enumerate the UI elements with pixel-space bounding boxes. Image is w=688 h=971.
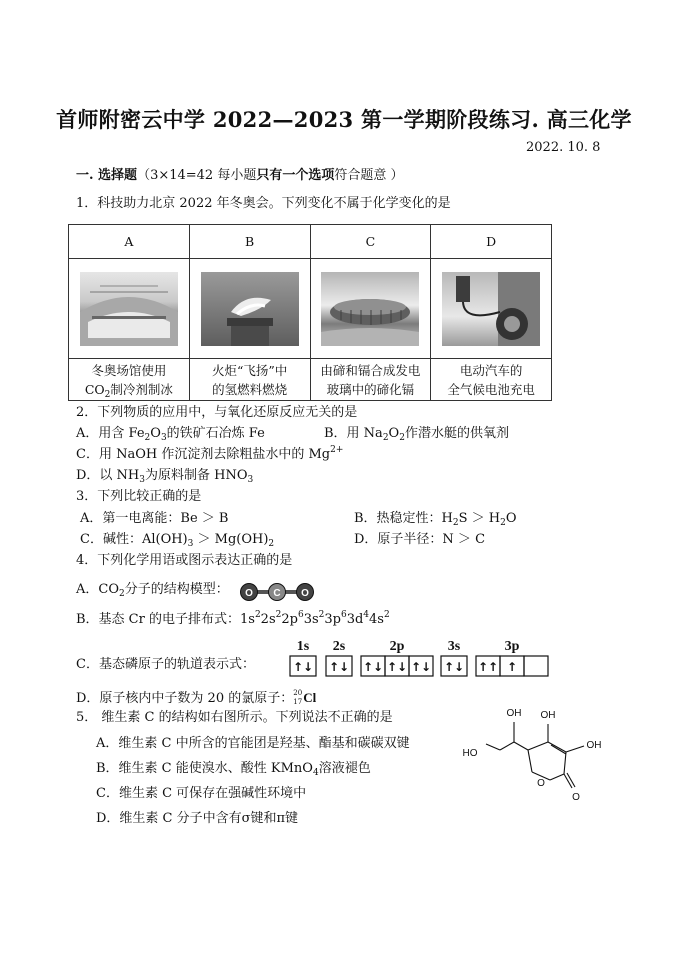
- cr-config-subshell: 3s: [303, 612, 319, 627]
- cr-config-subshell: 4s: [369, 612, 384, 627]
- vitamin-c-structure: [452, 700, 612, 810]
- q1-option-a-line2-post: 制冷剂制冰: [110, 381, 173, 397]
- q2-a-post: 的铁矿石冶炼 Fe: [166, 426, 265, 441]
- q1-option-d-caption: [431, 359, 552, 401]
- exam-date: 2022. 10. 8: [526, 140, 601, 155]
- cr-electron-config: [240, 612, 390, 627]
- q4-d-pre: D．原子核内中子数为 20 的氯原子：: [76, 691, 294, 706]
- cr-config-electrons: 2: [254, 610, 261, 620]
- svg-text:↑↓: ↑↓: [292, 660, 314, 674]
- cr-config-electrons: 6: [297, 610, 304, 620]
- cr-config-subshell: 3d: [346, 612, 364, 627]
- q3-b-mid: S ＞ H: [458, 511, 501, 526]
- q5-b-post: 溶液褪色: [318, 761, 371, 776]
- orbital-label-2s: 2s: [332, 639, 346, 654]
- orbital-label-1s: 1s: [296, 639, 310, 654]
- q1-stem: 1．科技助力北京 2022 年冬奥会。下列变化不属于化学变化的是: [76, 196, 451, 211]
- q2-option-b: [324, 424, 509, 444]
- q3-c-pre: C．碱性：Al(OH): [80, 532, 188, 547]
- q4-stem: 4．下列化学用语或图示表达正确的是: [76, 553, 293, 568]
- q3-option-b: [354, 509, 517, 529]
- phosphorus-orbital-diagram: [286, 636, 550, 680]
- q4-a-pre: A．CO: [76, 582, 119, 597]
- q2-stem: 2．下列物质的应用中，与氧化还原反应无关的是: [76, 405, 358, 420]
- isotope-mass-number: 20: [293, 688, 303, 697]
- svg-text:↑↑: ↑↑: [477, 660, 499, 674]
- svg-text:↑↓: ↑↓: [328, 660, 350, 674]
- q2-option-d: [76, 466, 253, 486]
- cr-config-electrons: 4: [363, 610, 370, 620]
- q5-option-d: D．维生素 C 分子中含有σ键和π键: [96, 811, 299, 826]
- cr-config-electrons: 2: [275, 610, 282, 620]
- q1-option-c-line1: 由碲和镉合成发电: [320, 362, 421, 378]
- co2-ball-model: [239, 582, 315, 602]
- q3-c-sub2: 2: [268, 539, 275, 549]
- q1-option-b-photo-cell: [189, 259, 310, 359]
- svg-text:↑↓: ↑↓: [386, 660, 408, 674]
- vc-label-ring-o: O: [537, 778, 545, 789]
- q1-option-b-caption: [189, 359, 310, 401]
- q3-option-d: D．原子半径：N ＞ C: [354, 532, 486, 547]
- q4-option-c: C．基态磷原子的轨道表示式：: [76, 657, 255, 672]
- svg-text:↑: ↑: [506, 660, 518, 674]
- isotope-symbol: Cl: [303, 690, 317, 705]
- q1-option-b-letter: B: [189, 225, 310, 259]
- vc-label-ho: HO: [462, 748, 478, 759]
- torch-photo: [201, 272, 299, 346]
- q2-option-c: [76, 445, 343, 465]
- q3-stem: 3．下列比较正确的是: [76, 489, 202, 504]
- q4-option-b: [76, 610, 390, 630]
- q1-option-a-line2-pre: CO: [84, 381, 105, 397]
- ice-rink-illustration: [80, 272, 178, 346]
- cr-config-subshell: 3p: [324, 612, 341, 627]
- q2-a-pre: A．用含 Fe: [76, 426, 145, 441]
- q1-option-c-line2: 玻璃中的碲化镉: [326, 381, 415, 397]
- page-title: 首师附密云中学 2022—2023 第一学期阶段练习. 高三化学: [56, 107, 632, 132]
- q3-b-sub1: 2: [452, 518, 459, 528]
- q2-option-a: [76, 424, 265, 444]
- section-heading: [76, 166, 404, 186]
- section-note-prefix: （3×14=42 每小题: [137, 168, 257, 183]
- q2-c-pre: C．用 NaOH 作沉淀剂去除粗盐水中的 Mg: [76, 447, 331, 462]
- svg-text:↑↓: ↑↓: [362, 660, 384, 674]
- q4-a-post: 分子的结构模型：: [124, 582, 229, 597]
- q2-b-sub2: 2: [399, 433, 405, 443]
- stadium-photo: [321, 272, 419, 346]
- q1-option-d-photo-cell: [431, 259, 552, 359]
- q1-option-a-letter: A: [69, 225, 190, 259]
- q3-option-c: [80, 530, 274, 550]
- q2-d-pre: D．以 NH: [76, 468, 140, 483]
- q2-d-sub2: 3: [247, 475, 254, 485]
- isotope-atomic-number: 17: [293, 697, 303, 706]
- section-note-suffix: 符合题意 ）: [334, 168, 404, 183]
- q5-option-b: [96, 759, 371, 779]
- q1-option-b-line2: 的氢燃料燃烧: [212, 381, 288, 397]
- co2-atom-o1: O: [245, 588, 253, 599]
- cr-config-electrons: 2: [383, 610, 390, 620]
- cr-config-electrons: 6: [340, 610, 347, 620]
- vc-label-carbonyl-o: O: [572, 792, 580, 803]
- q3-option-a: A．第一电离能：Be ＞ B: [80, 511, 229, 526]
- cr-config-subshell: 2s: [260, 612, 276, 627]
- q1-options-table: [68, 224, 552, 401]
- q1-option-a-caption: [69, 359, 190, 401]
- q2-a-sub2: 3: [160, 433, 167, 443]
- svg-text:↑↓: ↑↓: [410, 660, 432, 674]
- cr-config-subshell: 1s: [239, 612, 255, 627]
- svg-text:↑↓: ↑↓: [443, 660, 465, 674]
- q4-option-a: [76, 580, 229, 600]
- ev-charging-photo: [442, 272, 540, 346]
- q1-option-a-photo-cell: [69, 259, 190, 359]
- q1-option-a-line2: [69, 380, 189, 399]
- q3-b-sub2: 2: [500, 518, 506, 528]
- co2-atom-o2: O: [301, 588, 309, 599]
- cr-config-electrons: 2: [318, 610, 325, 620]
- q1-option-a-line1: 冬奥场馆使用: [91, 362, 167, 378]
- stadium-illustration: [321, 272, 419, 346]
- orbital-label-3s: 3s: [447, 639, 461, 654]
- cr-config-subshell: 2p: [281, 612, 298, 627]
- q5-option-c: C．维生素 C 可保存在强碱性环境中: [96, 786, 307, 801]
- q1-option-a-line2-sub: 2: [104, 389, 111, 400]
- q2-b-mid: O: [388, 426, 400, 441]
- q5-b-pre: B．维生素 C 能使溴水、酸性 KMnO: [96, 761, 313, 776]
- q1-option-d-line1: 电动汽车的: [459, 362, 523, 378]
- torch-illustration: [201, 272, 299, 346]
- orbital-label-2p: 2p: [389, 639, 405, 654]
- co2-atom-c: C: [273, 588, 281, 599]
- q1-option-c-photo-cell: [310, 259, 431, 359]
- q2-b-sub1: 2: [382, 433, 389, 443]
- q3-c-mid: ＞ Mg(OH): [193, 532, 269, 547]
- q5-stem: 5． 维生素 C 的结构如右图所示。下列说法不正确的是: [76, 710, 393, 725]
- orbital-label-3p: 3p: [504, 639, 520, 654]
- section-note-bold: 只有一个选项: [256, 168, 335, 183]
- q1-option-d-letter: D: [431, 225, 552, 259]
- q2-d-mid: 为原料制备 HNO: [145, 468, 248, 483]
- q2-a-mid: O: [150, 426, 161, 441]
- q1-option-d-line2: 全气候电池充电: [447, 381, 535, 397]
- q1-option-c-caption: [310, 359, 431, 401]
- q2-a-sub1: 2: [144, 433, 151, 443]
- q4-b-pre: B．基态 Cr 的电子排布式：: [76, 612, 240, 627]
- q2-b-post: 作潜水艇的供氧剂: [404, 426, 509, 441]
- q2-c-sup: 2+: [330, 445, 344, 455]
- ice-rink-photo: [80, 272, 178, 346]
- q3-c-sub1: 3: [187, 539, 194, 549]
- vc-label-oh2: OH: [540, 710, 556, 721]
- q2-b-pre: B．用 Na: [324, 426, 383, 441]
- chlorine-isotope-indices: [293, 688, 303, 706]
- q3-b-pre: B．热稳定性：H: [354, 511, 453, 526]
- q2-d-sub1: 3: [139, 475, 146, 485]
- ev-charging-illustration: [442, 272, 540, 346]
- q1-option-b-line1: 火炬“飞扬”中: [211, 362, 288, 378]
- q4-option-d: [76, 688, 316, 709]
- q5-option-a: A．维生素 C 中所含的官能团是羟基、酯基和碳碳双键: [96, 736, 410, 751]
- q4-a-sub1: 2: [119, 589, 125, 599]
- section-label: 一. 选择题: [76, 168, 138, 183]
- q5-b-sub1: 4: [312, 768, 319, 778]
- q1-option-c-letter: C: [310, 225, 431, 259]
- q3-b-post: O: [505, 511, 517, 526]
- vc-label-oh1: OH: [506, 708, 522, 719]
- vc-label-oh3: OH: [586, 740, 602, 751]
